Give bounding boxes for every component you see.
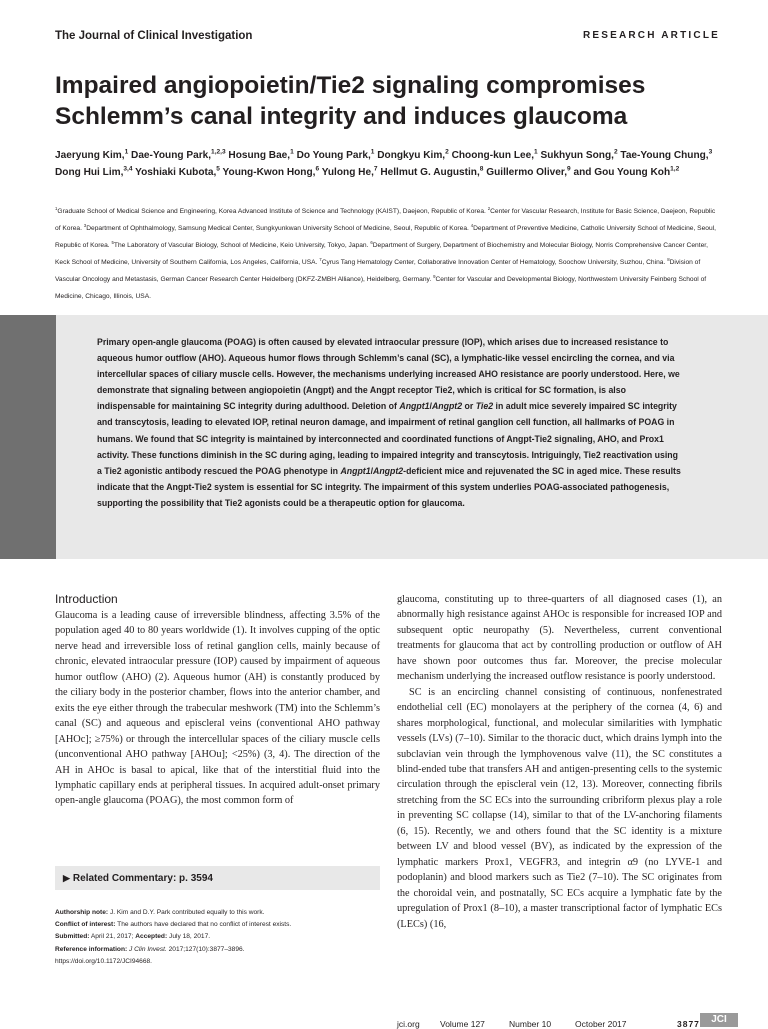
intro-paragraph-3: SC is an encircling channel consisting of continuous, nonfenestrated endothelial cell (EC) monolayers at the periphery of the cornea (4, 6) and shares morphological, functional, and molecular similarities with lymphatic vessels (LVs) (7–10). Similar to the thoracic duct, which drains lymph into the subclavian vein through the lymphovenous valve (11), the SC constitutes a blind-ended tube that transfers AH and antigen-presenting cells to the systemic circulation through the episcleral vein (12, 13). Moreover, connecting fibrils stretching from the SC ECs into the surrounding cribriform plexus play a role in preventing SC collapse (14), similar to that of the LV-anchoring filaments (6, 15). Recently, we and others found that the SC identity is a mixture between LV and blood vessel (BV), as indicated by the expression of the lymphatic markers Prox1, VEGFR3, and integrin α9 (no LYVE-1 and podoplanin) and blood markers such as Tie2 (7–10). The SC originates from the choroidal vein, and postnatally, SC ECs acquire a lymphatic fate by the upregulation of Prox1 (8–10), a master transcriptional factor of lymphatic ECs (LECs) (16,	[397, 686, 722, 930]
triangle-right-icon: ▶	[63, 873, 70, 883]
article-notes	[55, 907, 385, 968]
left-column	[55, 592, 380, 809]
right-column	[397, 592, 722, 932]
introduction-heading: Introduction	[55, 592, 118, 606]
conflict-note: Conflict of interest: The authors have declared that no conflict of interest exists.	[55, 921, 292, 929]
journal-name: The Journal of Clinical Investigation	[55, 30, 253, 42]
intro-paragraph-2: glaucoma, constituting up to three-quarters of all diagnosed cases (1), an abnormally high resistance against AHOc is responsible for increased IOP and subsequent optic neuropathy (5). Nevertheless, current conventional treatments for glaucoma that act by controlling production or outflow of AH have shown poor outcomes thus far. Moreover, the precise molecular mechanism underlying the increased outflow resistance is poorly understood.	[397, 594, 722, 683]
related-commentary-label: Related Commentary: p. 3594	[72, 873, 213, 884]
related-commentary-link[interactable]	[55, 866, 380, 890]
footer-number: Number 10	[509, 1019, 552, 1029]
abstract-text: Primary open-angle glaucoma (POAG) is often caused by elevated intraocular pressure (IOP), which arises due to increased resistance to aqueous humor outflow (AHO). Aqueous humor flows through Schlemm’s canal (SC), a lymphatic-like vessel encircling the cornea, and via intercellular spaces of ciliary muscle cells. However, the mechanisms underlying increased AHO resistance are poorly understood. Here, we demonstrate that signaling between angiopoietin (Angpt) and the Angpt receptor Tie2, which is critical for SC formation, is also indispensable for maintaining SC integrity during adulthood. Deletion of Angpt1/Angpt2 or Tie2 in adult mice severely impaired SC integrity and transcytosis, leading to elevated IOP, retinal neuron damage, and impairment of retinal ganglion cell function, all hallmarks of POAG in humans. We found that SC integrity is maintained by interconnected and coordinated functions of Angpt-Tie2 signaling, AHO, and Prox1 activity. These functions diminish in the SC during aging, leading to impaired integrity and transcytosis. Intriguingly, Tie2 reactivation using a Tie2 agonistic antibody rescued the POAG phenotype in Angpt1/Angpt2-deficient mice and rejuvenated the SC in aged mice. These results indicate that the Angpt-Tie2 system is essential for SC integrity. The impairment of this system underlies POAG-associated pathogenesis, supporting the possibility that Tie2 agonists could be a therapeutic option for glaucoma.	[97, 337, 681, 508]
affiliations: $^1$Graduate School of Medical Science and Engineering, Korea Advanced Institute of Science and Technology (KAIST), Daejeon, Republic of Korea. $^2$Center for Vascular Research, Institute for Basic Science, Daejeon, Republic of Korea. $^3$Department of Ophthalmology, Samsung Medical Center, Sungkyunkwan University School of Medicine, Seoul, Republic of Korea. $^4$Department of Preventive Medicine, Catholic University School of Medicine, Seoul, Republic of Korea. $^5$The Laboratory of Vascular Biology, School of Medicine, Keio University, Tokyo, Japan. $^6$Department of Surgery, Department of Biochemistry and Molecular Biology, Norris Comprehensive Cancer Center, Keck School of Medicine, University of Southern California, Los Angeles, California, USA. $^7$Cyrus Tang Hematology Center, Collaborative Innovation Center of Hematology, Soochow University, Suzhou, China. $^8$Division of Vascular Oncology and Metastasis, German Cancer Research Center Heidelberg (DKFZ-ZMBH Alliance), Heidelberg, Germany. $^9$Center for Vascular and Developmental Biology, Northwestern University Feinberg School of Medicine, Chicago, Illinois, USA.	[55, 205, 716, 300]
abstract-side-bar	[0, 315, 56, 559]
jci-logo: JCI	[700, 1013, 738, 1027]
doi-link[interactable]: https://doi.org/10.1172/JCI94668.	[55, 957, 153, 965]
page-number: 3877	[677, 1019, 700, 1029]
submission-dates: Submitted: April 21, 2017; Accepted: July 18, 2017.	[55, 933, 211, 941]
article-type: RESEARCH ARTICLE	[582, 30, 720, 41]
footer-volume: Volume 127	[440, 1019, 485, 1029]
authorship-note: Authorship note: J. Kim and D.Y. Park contributed equally to this work.	[55, 909, 265, 916]
author-list: Jaeryung Kim,$^1$ Dae-Young Park,$^{1,2,3}$ Hosung Bae,$^1$ Do Young Park,$^1$ Dongkyu Kim,$^2$ Choong-kun Lee,$^1$ Sukhyun Song,$^2$ Tae-Young Chung,$^3$ Dong Hui Lim,$^{3,4}$ Yoshiaki Kubota,$^5$ Young-Kwon Hong,$^6$ Yulong He,$^7$ Hellmut G. Augustin,$^8$ Guillermo Oliver,$^9$ and Gou Young Koh$^{1,2}$	[55, 148, 713, 178]
intro-paragraph-1: Glaucoma is a leading cause of irreversible blindness, affecting 3.5% of the population aged 40 to 80 years worldwide (1). It involves cupping of the optic nerve head and irreversible loss of retinal ganglion cells, mainly because of chronic, elevated intraocular pressure (IOP) caused by impairment of aqueous humor outflow (AHO) (2). Aqueous humor (AH) is constantly produced by the ciliary body in the posterior chamber, flows into the anterior chamber, and exits the eye either through the trabecular meshwork (TM) into the Schlemm’s canal (SC) and aqueous and episcleral veins (conventional AHO pathway [AHOc]; ≥75%) or through the intercellular spaces of the ciliary muscle cells (unconventional AHO pathway [AHOu]; <25%) (3, 4). The direction of the AH in AHOc is basal to apical, like that of the interstitial fluid into the lymphatic capillary ends at peripheral tissues. In acquired adult-onset primary open-angle glaucoma (POAG), the most common form of	[55, 610, 380, 807]
footer-date: October 2017	[575, 1019, 627, 1029]
reference-info: Reference information: J Clin Invest. 2017;127(10):3877–3896.	[55, 945, 245, 953]
article-title: Impaired angiopoietin/Tie2 signaling compromises Schlemm’s canal integrity and induces glaucoma	[55, 72, 646, 130]
footer-site[interactable]: jci.org	[397, 1019, 420, 1029]
